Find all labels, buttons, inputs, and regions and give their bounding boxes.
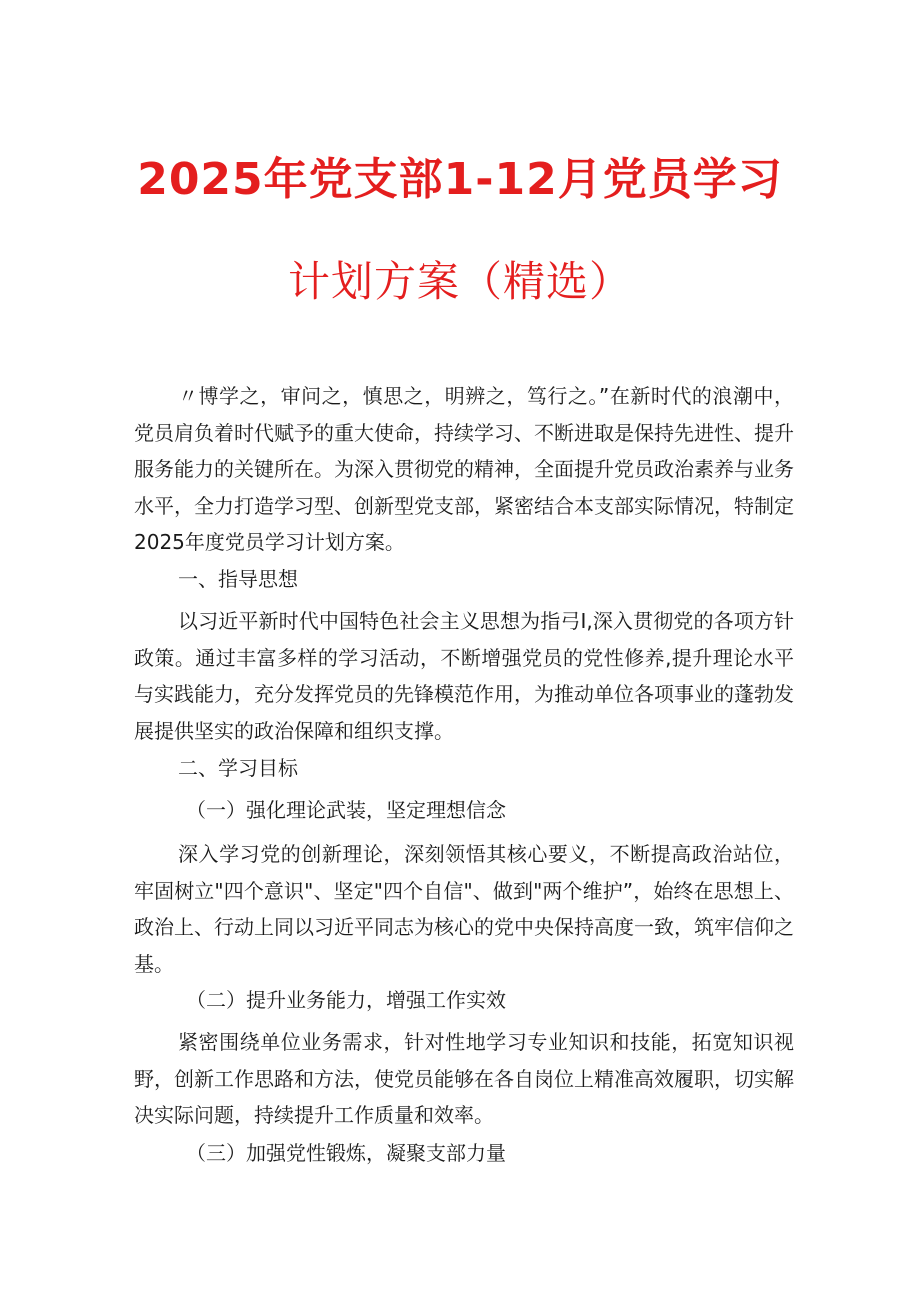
intro-paragraph: 〃博学之，审问之，慎思之，明辨之，笃行之。”在新时代的浪潮中，党员肩负着时代赋予的重大使命，持续学习、不断进取是保持先进性、提升服务能力的关键所在。为深入贯彻党的精神，全面提升党员政治素养与业务水平，全力打造学习型、创新型党支部，紧密结合本支部实际情况，特制定2025年度党员学习计划方案。 [134,384,794,554]
guiding-thought-paragraph: 以习近平新时代中国特色社会主义思想为指弓I,深入贯彻党的各项方针政策。通过丰富多样的学习活动，不断增强党员的党性修养,提升理论水平与实践能力，充分发挥党员的先锋模范作用，为推动单位各项事业的蓬勃发展提供坚实的政治保障和组织支撑。 [134,609,794,743]
goal-2-heading: （二）提升业务能力，增强工作实效 [186,988,506,1012]
goal-1-paragraph: 深入学习党的创新理论，深刻领悟其核心要义，不断提高政治站位，牢固树立"四个意识"、坚定"四个自信"、做到"两个维护”，始终在思想上、政治上、行动上同以习近平同志为核心的党中央保持高度一致，筑牢信仰之基。 [134,842,794,976]
document-title-line-1: 2025年党支部1-12月党员学习 [137,154,783,205]
section-heading-learning-goals: 二、学习目标 [178,756,298,780]
goal-2-paragraph: 紧密围绕单位业务需求，针对性地学习专业知识和技能，拓宽知识视野，创新工作思路和方法，使党员能够在各自岗位上精准高效履职，切实解决实际问题，持续提升工作质量和效率。 [134,1030,794,1127]
section-heading-guiding-thought: 一、指导思想 [178,567,298,591]
goal-1-heading: （一）强化理论武装，坚定理想信念 [186,798,506,822]
goal-3-heading: （三）加强党性锻炼，凝聚支部力量 [186,1141,506,1165]
document-title-line-2: 计划方案（精选） [287,257,632,306]
